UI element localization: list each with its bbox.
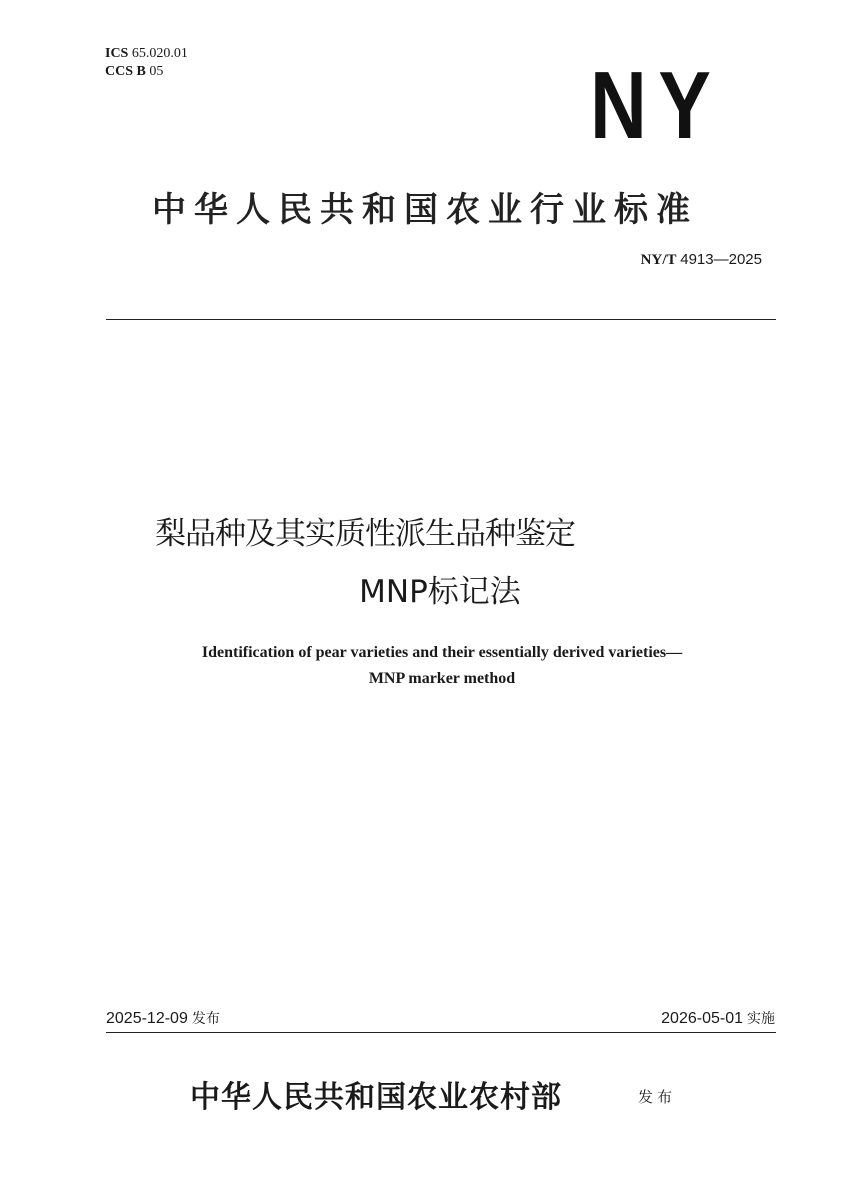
ics-value: 65.020.01 <box>131 46 188 61</box>
issue-date: 2025-12-09 <box>106 1010 188 1027</box>
standard-number <box>641 251 762 269</box>
ccs-label: CCS B <box>105 64 146 79</box>
standard-class-title: 中华人民共和国农业行业标准 <box>152 190 698 230</box>
issue-label: 发布 <box>191 1011 220 1027</box>
standard-number-value: 4913—2025 <box>680 251 762 268</box>
publish-label: 发布 <box>638 1088 677 1106</box>
implement-label: 实施 <box>747 1011 775 1027</box>
standard-number-prefix: NY/T <box>640 252 677 268</box>
title-cn-line2: MNP标记法 <box>359 574 521 610</box>
issue-date-block <box>106 1008 220 1028</box>
bottom-divider <box>106 1032 776 1033</box>
implement-date: 2026-05-01 <box>661 1010 743 1027</box>
ny-logo: NY <box>589 52 722 159</box>
ccs-code <box>105 64 163 80</box>
top-divider <box>106 319 776 320</box>
publisher: 中华人民共和国农业农村部 <box>190 1080 562 1115</box>
ics-label: ICS <box>105 46 129 61</box>
implement-date-block <box>661 1008 775 1028</box>
title-en-line2: MNP marker method <box>368 670 516 687</box>
ccs-value: 05 <box>149 64 164 79</box>
title-cn-line1: 梨品种及其实质性派生品种鉴定 <box>155 516 575 552</box>
ics-code <box>105 46 188 62</box>
title-en-line1: Identification of pear varieties and their essentially derived varieties— <box>201 644 683 661</box>
